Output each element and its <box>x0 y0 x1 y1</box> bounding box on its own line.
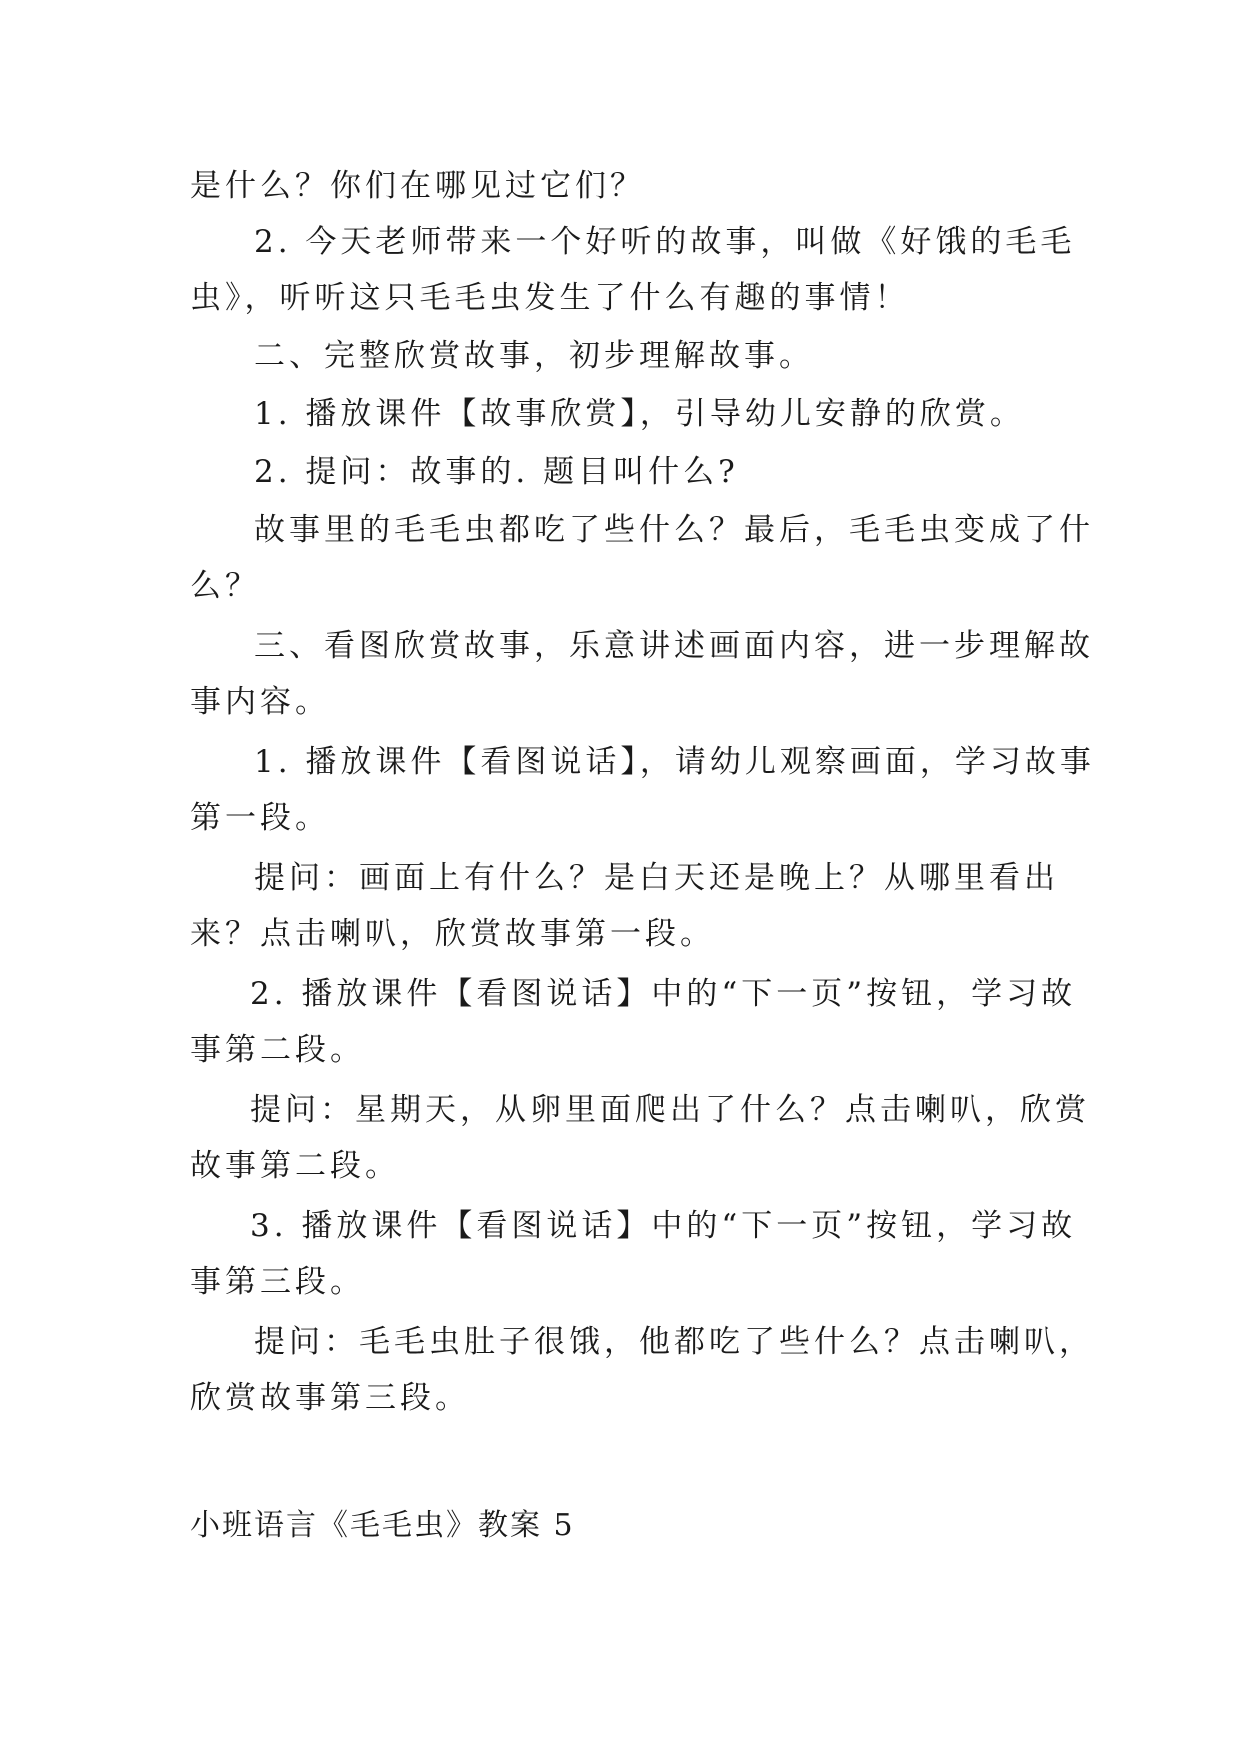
text-line: 虫》，听听这只毛毛虫发生了什么有趣的事情！ <box>190 280 910 316</box>
text-line: 事第三段。 <box>190 1264 365 1300</box>
text-line: 提问：星期天，从卵里面爬出了什么？点击喇叭，欣赏 <box>250 1092 1090 1128</box>
text-line: 1. 播放课件【故事欣赏】，引导幼儿安静的欣赏。 <box>254 396 1025 432</box>
text-line: 2. 播放课件【看图说话】中的“下一页”按钮，学习故 <box>250 976 1077 1012</box>
text-line: 事内容。 <box>190 684 330 720</box>
text-line: 二、完整欣赏故事，初步理解故事。 <box>254 338 814 374</box>
section-heading: 小班语言《毛毛虫》教案 5 <box>190 1508 575 1543</box>
text-line: 故事里的毛毛虫都吃了些什么？最后，毛毛虫变成了什 <box>254 512 1094 548</box>
text-line: 是什么？你们在哪见过它们？ <box>190 168 645 204</box>
text-line: 2. 提问：故事的. 题目叫什么? <box>254 454 739 490</box>
text-line: 2. 今天老师带来一个好听的故事，叫做《好饿的毛毛 <box>254 224 1076 260</box>
text-line: 提问：毛毛虫肚子很饿，他都吃了些什么？点击喇叭， <box>254 1324 1094 1360</box>
text-line: 来？点击喇叭，欣赏故事第一段。 <box>190 916 715 952</box>
text-line: 三、看图欣赏故事，乐意讲述画面内容，进一步理解故 <box>254 628 1094 664</box>
text-line: 事第二段。 <box>190 1032 365 1068</box>
text-line: 故事第二段。 <box>190 1148 400 1184</box>
text-line: 提问：画面上有什么？是白天还是晚上？从哪里看出 <box>254 860 1059 896</box>
text-line: 3. 播放课件【看图说话】中的“下一页”按钮，学习故 <box>250 1208 1077 1244</box>
text-line: 么？ <box>190 568 260 604</box>
text-line: 1. 播放课件【看图说话】，请幼儿观察画面，学习故事 <box>254 744 1095 780</box>
text-line: 欣赏故事第三段。 <box>190 1380 470 1416</box>
text-line: 第一段。 <box>190 800 330 836</box>
